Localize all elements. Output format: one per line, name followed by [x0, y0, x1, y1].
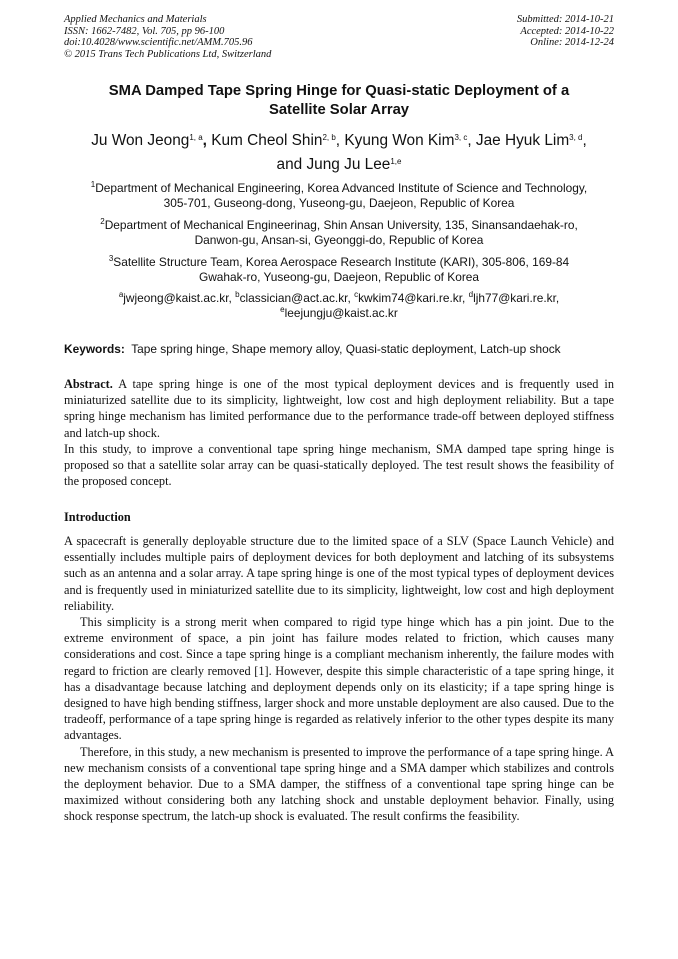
email-sup: a — [118, 290, 124, 299]
affiliation-3 — [64, 255, 614, 285]
affiliation-line: 305-701, Guseong-dong, Yuseong-gu, Daejeon, Republic of Korea — [163, 196, 515, 211]
paper-title-line1: SMA Damped Tape Spring Hinge for Quasi-static Deployment of a — [108, 83, 570, 99]
affiliation-sup: 3 — [108, 254, 114, 263]
affiliation-2 — [64, 218, 614, 248]
submitted-date: Submitted: 2014-10-21 — [516, 14, 614, 25]
author-list — [60, 129, 618, 177]
email-sup: b — [235, 290, 240, 299]
paper-title — [64, 82, 614, 119]
journal-copyright: © 2015 Trans Tech Publications Ltd, Switzerland — [64, 48, 272, 60]
online-date: Online: 2014-12-24 — [530, 37, 614, 49]
author-name: Jung Ju Lee — [306, 156, 391, 173]
affiliation-line: Department of Mechanical Engineerinag, Shin Ansan University, 135, Sinansandaehak-ro, — [104, 218, 578, 232]
author-name: Ju Won Jeong — [91, 132, 190, 149]
submission-dates — [517, 14, 614, 49]
affiliation-1 — [64, 181, 614, 211]
author-line-1: Ju Won Jeong$^{1, a}$, Kum Cheol Shin$^{2, b}$, Kyung Won Kim$^{3, c}$, Jae Hyuk Lim$^{3, d}$, — [91, 132, 587, 149]
affiliation-line: Danwon-gu, Ansan-si, Gyeonggi-do, Republic of Korea — [194, 233, 484, 248]
intro-paragraph-1: A spacecraft is generally deployable structure due to the limited space of a SLV (Space Launch Vehicle) and essentially includes multiple pairs of deployment devices for both deployment and latching of its subsystems such as an antenna and a solar array. A tape spring hinge is one of the most typical types of deployment devices and is frequently used in miniaturized satellite due to its simplicity, lightweight, low cost and high deployment reliability. — [64, 534, 614, 613]
affiliation-line: Satellite Structure Team, Korea Aerospace Research Institute (KARI), 305-806, 169-84 — [113, 255, 570, 269]
affiliation-sup: 2 — [100, 217, 105, 226]
journal-name: Applied Mechanics and Materials — [64, 14, 207, 25]
author-sup: 3, d — [569, 133, 583, 142]
email-link[interactable]: leejungju@kaist.ac.kr — [284, 306, 398, 321]
intro-paragraph-2: This simplicity is a strong merit when compared to rigid type hinge which has a pin joint. Due to the extreme environment of space, a pin joint has failure modes related to friction, which causes many considerations and cost. Since a tape spring hinge is a compliant mechanism inherently, the failure modes with regard to friction are clearly removed [1]. However, despite this simple characteristic of a tape spring hinge, it has a disadvantage because latching and deployment depends only on its elasticity; if a tape spring hinge is designed to have high bending stiffness, larger shock and more unstable deployment are also caused. Due to the tradeoff, performance of a tape spring hinge is regarded as relatively inferior to the other types despite its many advantages. — [64, 615, 614, 743]
paper-title-line2: Satellite Solar Array — [268, 101, 410, 118]
abstract-paragraph-2: In this study, to improve a conventional tape spring hinge mechanism, SMA damped tape spring hinge is proposed so that a satellite solar array can be quasi-statically deployed. The test result shows the feasibility of the proposed concept. — [64, 441, 614, 489]
author-sup: 1,e — [390, 157, 402, 166]
author-name: Kum Cheol Shin — [211, 132, 323, 149]
affiliation-line: Department of Mechanical Engineering, Korea Advanced Institute of Science and Technology, — [95, 181, 588, 195]
email-sup: e — [280, 305, 285, 315]
keywords-label: Keywords: — [64, 342, 125, 356]
section-heading-introduction: Introduction — [64, 510, 131, 524]
author-and: and — [276, 156, 307, 173]
author-sup: 1, a — [189, 133, 203, 142]
affiliation-line: Gwahak-ro, Yuseong-gu, Daejeon, Republic of Korea — [198, 270, 480, 285]
accepted-date: Accepted: 2014-10-22 — [520, 25, 614, 37]
email-link[interactable]: jwjeong@kaist.ac.kr — [123, 291, 229, 305]
journal-info — [64, 14, 271, 60]
intro-paragraph-3: Therefore, in this study, a new mechanism is presented to improve the performance of a tape spring hinge. A new mechanism consists of a conventional tape spring hinge and a SMA damper which stabilizes and controls the deployment behavior. Due to a SMA damper, the stiffness of a conventional tape spring hinge can be maximized without considering both any latching shock and unstable deployment behavior. Finally, using shock response spectrum, the latch-up shock is evaluated. The result confirms the feasibility. — [64, 744, 614, 824]
abstract-paragraph-1: A tape spring hinge is one of the most typical deployment devices and is frequently used in miniaturized satellite due to its simplicity, lightweight, low cost and high deployment reliability. But a tape spring hinge mechanism has limited performance due to the performance trade-off between deployed stiffness and latch-up shock. — [64, 377, 614, 440]
keywords-text: Tape spring hinge, Shape memory alloy, Quasi-static deployment, Latch-up shock — [131, 342, 561, 356]
journal-doi: doi:10.4028/www.scientific.net/AMM.705.96 — [64, 37, 253, 49]
author-name: Jae Hyuk Lim — [475, 132, 570, 149]
email-sup: c — [354, 290, 359, 299]
introduction-body — [64, 533, 614, 825]
email-list: $^a$jwjeong@kaist.ac.kr, $^b$classician@act.ac.kr, $^c$kwkim74@kari.re.kr, $^d$ljh77@kari.re.kr, $^e$leejungju@kaist.ac.kr — [118, 290, 560, 321]
affiliation-sup: 1 — [90, 180, 96, 189]
email-link[interactable]: classician@act.ac.kr — [239, 291, 348, 305]
email-sup: d — [468, 290, 474, 299]
email-link[interactable]: kwkim74@kari.re.kr — [358, 291, 463, 305]
journal-issn: ISSN: 1662-7482, Vol. 705, pp 96-100 — [64, 25, 225, 37]
abstract — [64, 376, 614, 489]
author-line-2 — [60, 153, 618, 177]
email-link[interactable]: ljh77@kari.re.kr — [473, 291, 556, 305]
keywords — [64, 342, 561, 357]
abstract-label: Abstract. — [64, 377, 113, 391]
author-sup: 3, c — [454, 133, 468, 142]
author-name: Kyung Won Kim — [344, 132, 455, 149]
author-sup: 2, b — [322, 133, 336, 142]
